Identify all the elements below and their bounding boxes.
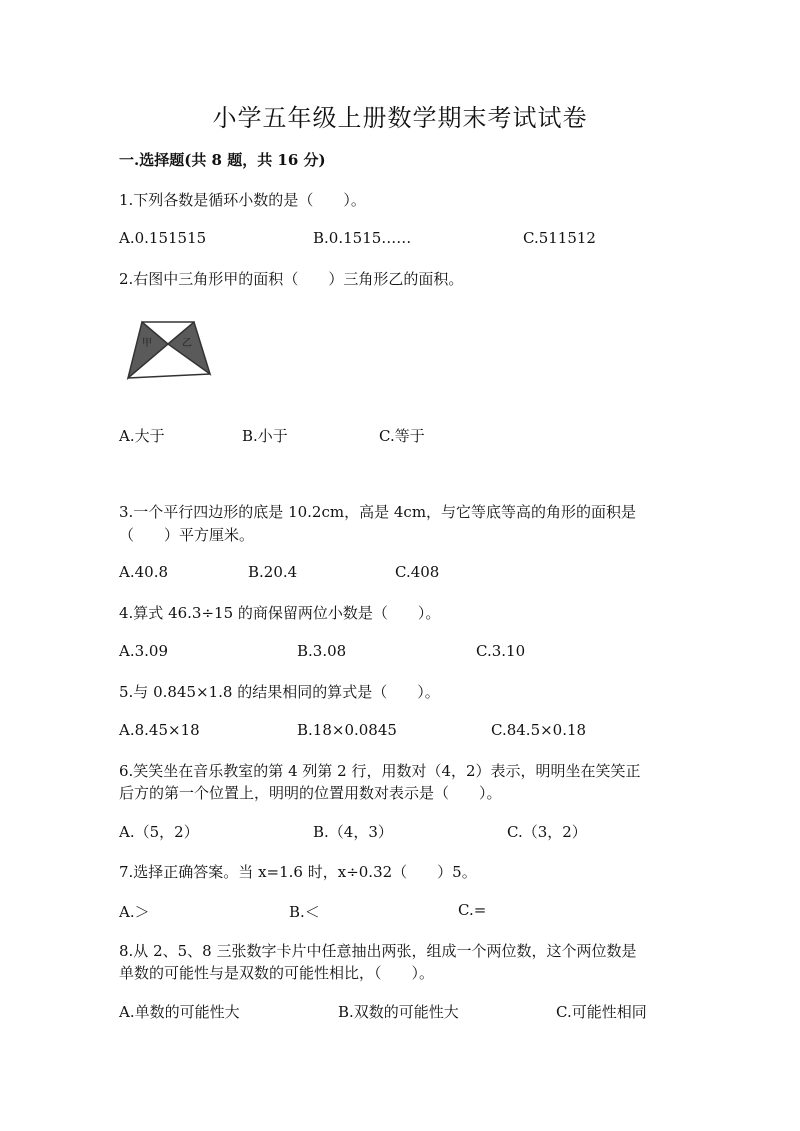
q8-option-b: B.双数的可能性大 xyxy=(338,1003,459,1021)
q2-option-a: A.大于 xyxy=(119,427,165,445)
q3-option-c: C.408 xyxy=(395,563,440,581)
q4-option-a: A.3.09 xyxy=(119,642,168,660)
q1-option-a: A.0.151515 xyxy=(119,229,207,247)
question-2-text: 2.右图中三角形甲的面积（ ）三角形乙的面积。 xyxy=(119,270,464,288)
question-5-text: 5.与 0.845×1.8 的结果相同的算式是（ ）。 xyxy=(119,683,440,701)
q1-option-b: B.0.1515…… xyxy=(313,229,412,247)
question-3-text-line2: （ ）平方厘米。 xyxy=(119,526,255,544)
q4-option-c: C.3.10 xyxy=(476,642,526,660)
q6-option-c: C.（3，2） xyxy=(507,823,587,841)
q1-option-c: C.511512 xyxy=(523,229,596,247)
q4-option-b: B.3.08 xyxy=(297,642,347,660)
question-7-text: 7.选择正确答案。当 x=1.6 时，x÷0.32（ ）5。 xyxy=(119,863,477,881)
label-jia: 甲 xyxy=(142,338,152,349)
q6-option-a: A.（5，2） xyxy=(119,823,199,841)
q7-option-a: A.＞ xyxy=(119,903,150,921)
q5-option-c: C.84.5×0.18 xyxy=(491,721,587,739)
q3-option-a: A.40.8 xyxy=(119,563,168,581)
question-6-text-line2: 后方的第一个位置上，明明的位置用数对表示是（ ）。 xyxy=(119,784,502,802)
q6-option-b: B.（4，3） xyxy=(313,823,393,841)
q2-option-c: C.等于 xyxy=(379,427,425,445)
question-3-text: 3.一个平行四边形的底是 10.2cm，高是 4cm，与它等底等高的角形的面积是 xyxy=(119,503,637,521)
q7-option-c: C.= xyxy=(458,901,487,919)
q7-option-b: B.＜ xyxy=(289,903,320,921)
question-4-text: 4.算式 46.3÷15 的商保留两位小数是（ ）。 xyxy=(119,604,441,622)
triangle-jia xyxy=(128,322,168,378)
section-heading: 一.选择题(共 8 题，共 16 分) xyxy=(119,151,326,169)
q5-option-b: B.18×0.0845 xyxy=(297,721,397,739)
q8-option-a: A.单数的可能性大 xyxy=(119,1003,240,1021)
q3-option-b: B.20.4 xyxy=(248,563,298,581)
q8-option-c: C.可能性相同 xyxy=(556,1003,647,1021)
question-1-text: 1.下列各数是循环小数的是（ ）。 xyxy=(119,191,366,209)
question-8-text: 8.从 2、5、8 三张数字卡片中任意抽出两张，组成一个两位数，这个两位数是 xyxy=(119,942,637,960)
page-title: 小学五年级上册数学期末考试试卷 xyxy=(212,104,588,132)
label-yi: 乙 xyxy=(182,338,192,349)
q2-option-b: B.小于 xyxy=(242,427,288,445)
triangle-figure xyxy=(122,318,214,382)
question-6-text: 6.笑笑坐在音乐教室的第 4 列第 2 行，用数对（4，2）表示，明明坐在笑笑正 xyxy=(119,762,641,780)
question-8-text-line2: 单数的可能性与是双数的可能性相比，（ ）。 xyxy=(119,964,435,982)
q5-option-a: A.8.45×18 xyxy=(119,721,200,739)
